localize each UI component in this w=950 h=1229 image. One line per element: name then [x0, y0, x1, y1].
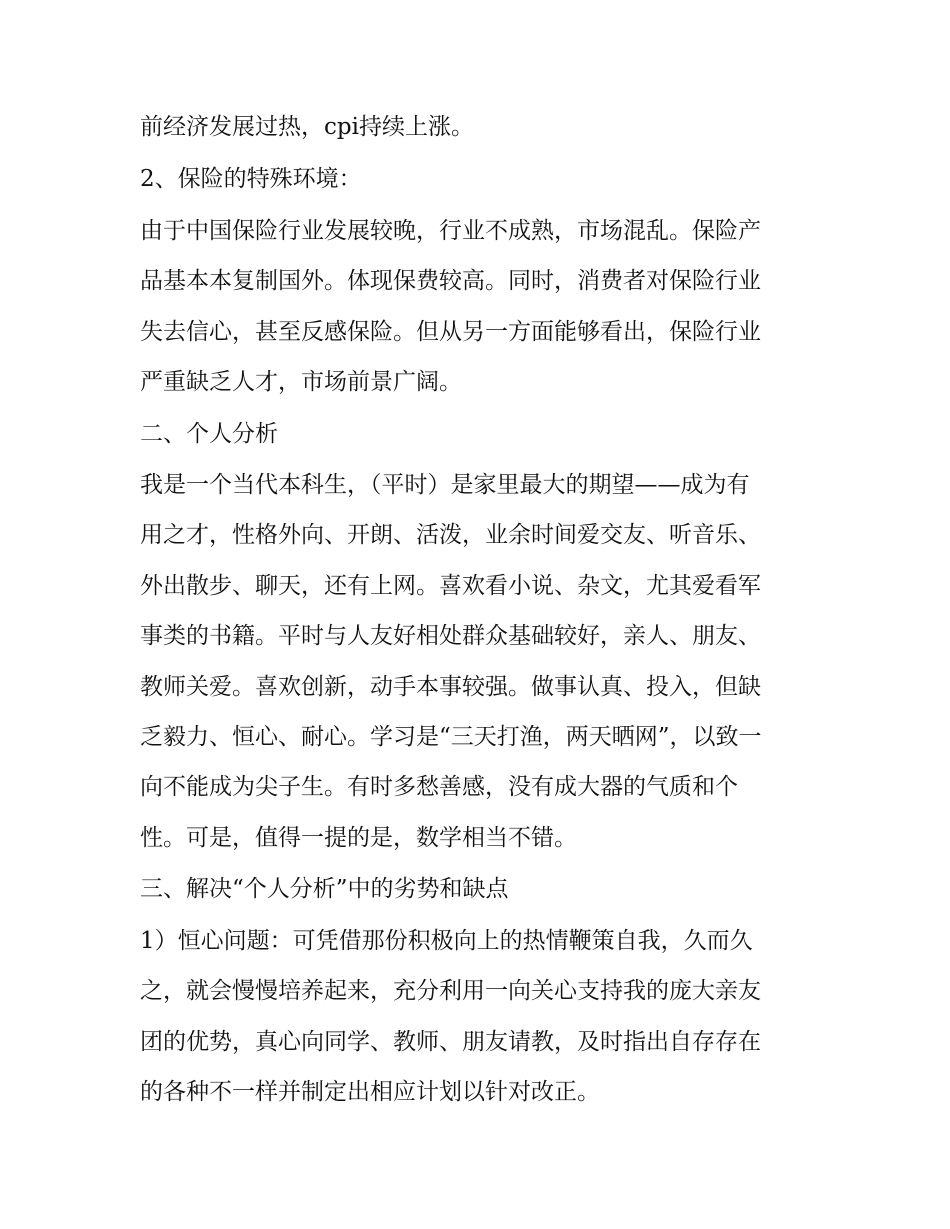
text-line-6: 严重缺乏人才，市场前景广阔。: [140, 369, 462, 395]
text-line-8: 我是一个当代本科生，（平时）是家里最大的期望——成为有: [140, 472, 750, 498]
text-line-14: 向不能成为尖子生。有时多愁善感，没有成大器的气质和个: [140, 774, 738, 800]
section-heading-3: 三、解决“个人分析”中的劣势和缺点: [140, 876, 509, 902]
text-line-15: 性。可是，值得一提的是，数学相当不错。: [140, 825, 577, 851]
text-line-17: 1）恒心问题：可凭借那份积极向上的热情鞭策自我，久而久: [140, 928, 753, 954]
text-line-20: 的各种不一样并制定出相应计划以针对改正。: [140, 1079, 600, 1105]
text-line-1: 前经济发展过热，cpi持续上涨。: [140, 114, 474, 140]
text-line-9: 用之才，性格外向、开朗、活泼，业余时间爱交友、听音乐、: [140, 522, 761, 548]
text-line-19: 团的优势，真心向同学、教师、朋友请教，及时指出自存存在: [140, 1029, 761, 1055]
text-line-5: 失去信心，甚至反感保险。但从另一方面能够看出，保险行业: [140, 319, 761, 345]
text-line-13: 乏毅力、恒心、耐心。学习是“三天打渔，两天晒网”，以致一: [140, 724, 762, 750]
text-line-3: 由于中国保险行业发展较晚，行业不成熟，市场混乱。保险产: [140, 218, 761, 244]
section-heading-2: 二、个人分析: [140, 421, 278, 447]
text-line-2: 2、保险的特殊环境：: [140, 166, 362, 192]
text-line-18: 之，就会慢慢培养起来，充分利用一向关心支持我的庞大亲友: [140, 978, 761, 1004]
text-line-12: 教师关爱。喜欢创新，动手本事较强。做事认真、投入，但缺: [140, 674, 761, 700]
text-line-4: 品基本本复制国外。体现保费较高。同时，消费者对保险行业: [140, 268, 761, 294]
text-line-10: 外出散步、聊天，还有上网。喜欢看小说、杂文，尤其爱看军: [140, 573, 761, 599]
text-line-11: 事类的书籍。平时与人友好相处群众基础较好，亲人、朋友、: [140, 623, 761, 649]
